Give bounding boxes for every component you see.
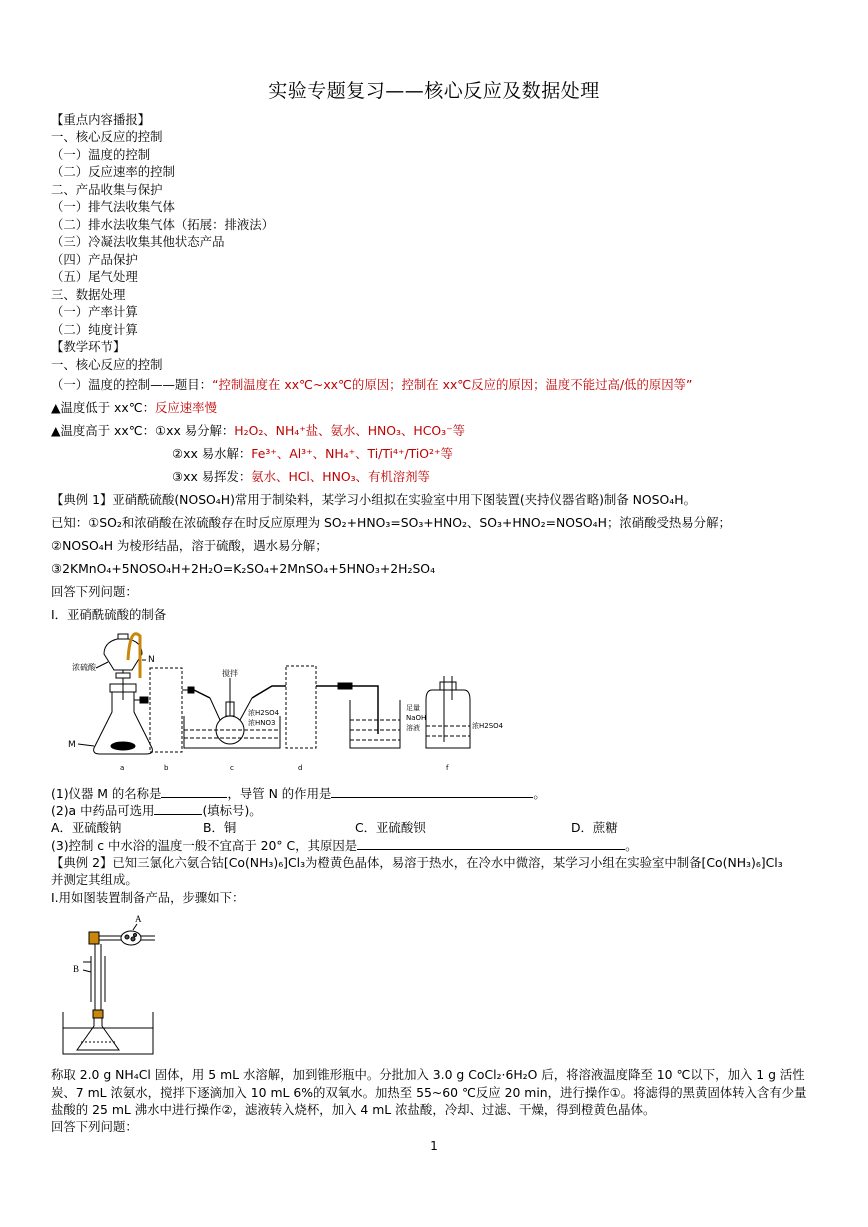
example2-para-1: 称取 2.0 g NH₄Cl 固体，用 5 mL 水溶解，加到锥形瓶中。分批加入 3.0 g CoCl₂·6H₂O 后，将溶液温度降至 10 ℃以下，加入 1 g 活性 [51, 1067, 805, 1082]
answer-blank-q3[interactable] [357, 837, 625, 850]
outline-item: 二、产品收集与保护 [51, 182, 163, 197]
fig2-label-a: A [135, 914, 142, 924]
option-b: B．铜 [203, 820, 237, 835]
label-m: M [68, 740, 76, 750]
example2-intro-2: 并测定其组成。 [51, 872, 138, 887]
label-c: c [230, 764, 234, 772]
example2-para-2: 炭、7 mL 浓氨水，搅拌下逐滴加入 10 mL 6%的双氧水。加热至 55~60 ℃反应 20 min，进行操作①。将滤得的黑黄固体转入含有少量 [51, 1085, 807, 1100]
temp-low-label: ▲温度低于 xx℃： [51, 400, 156, 415]
outline-item: 三、数据处理 [51, 287, 126, 302]
label-a: a [120, 764, 125, 772]
example1-known-2: ②NOSO₄H 为棱形结晶，溶于硫酸，遇水易分解； [51, 538, 328, 553]
outline-item: （二）纯度计算 [51, 322, 138, 337]
temp-low-line [51, 399, 217, 416]
label-b: b [164, 764, 169, 772]
label-f: f [446, 764, 449, 772]
example1-part1-heading: Ⅰ．亚硝酰硫酸的制备 [51, 607, 167, 622]
temp-control-line [51, 376, 692, 393]
question-2-options [51, 819, 791, 836]
hydrolysis-line [172, 445, 453, 462]
question-1 [51, 785, 546, 802]
temp-high-line [51, 422, 465, 439]
answer-blank-q2[interactable] [154, 802, 202, 815]
question-2-end: (填标号)。 [202, 803, 262, 818]
page-title: 实验专题复习——核心反应及数据处理 [268, 80, 600, 102]
example1-known-3: ③2KMnO₄+5NOSO₄H+2H₂O=K₂SO₄+2MnSO₄+5HNO₃+2H₂SO₄ [51, 561, 436, 576]
fig2-label-b: B [73, 964, 80, 974]
hydrolysis-answer: Fe³⁺、Al³⁺、NH₄⁺、Ti/Ti⁴⁺/TiO²⁺等 [251, 446, 453, 461]
option-d: D．蔗糖 [571, 820, 618, 835]
question-2 [51, 802, 262, 819]
temp-control-question: “控制温度在 xx℃~xx℃的原因；控制在 xx℃反应的原因；温度不能过高/低的原因等” [212, 377, 693, 392]
label-d: d [298, 764, 303, 772]
outline-item: 【重点内容播报】 [51, 112, 151, 127]
outline-item: （一）产率计算 [51, 304, 138, 319]
answer-blank-m[interactable] [161, 785, 227, 798]
example2-answer-prompt: 回答下列问题： [51, 1119, 138, 1134]
label-naoh-2: NaOH [406, 714, 427, 722]
temp-low-answer: 反应速率慢 [155, 400, 217, 415]
apparatus-diagram-2 [55, 912, 165, 1060]
option-c: C．亚硫酸钡 [355, 820, 426, 835]
question-1-text-a: (1)仪器 M 的名称是 [51, 786, 162, 801]
example1-intro: 【典例 1】亚硝酰硫酸(NOSO₄H)常用于制染料，某学习小组拟在实验室中用下图装置(夹持仪器省略)制备 NOSO₄H。 [51, 492, 696, 507]
example2-step: Ⅰ.用如图装置制备产品，步骤如下： [51, 890, 245, 905]
example1-known-1: 已知：①SO₂和浓硝酸在浓硫酸存在时反应原理为 SO₂+HNO₃=SO₃+HNO₂、SO₃+HNO₂=NOSO₄H；浓硝酸受热易分解； [51, 515, 731, 530]
temp-high-label: ▲温度高于 xx℃：①xx 易分解： [51, 423, 235, 438]
label-naoh-1: 足量 [406, 704, 420, 712]
label-h2so4-f: 浓H2SO4 [472, 722, 504, 730]
option-a: A．亚硫酸钠 [51, 820, 122, 835]
label-naoh-3: 溶液 [406, 724, 420, 732]
volatile-label: ③xx 易挥发： [172, 469, 252, 484]
outline-item: （一）温度的控制 [51, 147, 151, 162]
volatile-line [172, 468, 430, 485]
outline-item: （一）排气法收集气体 [51, 199, 175, 214]
outline-item: （二）反应速率的控制 [51, 164, 175, 179]
label-stir: 搅拌 [222, 669, 238, 678]
apparatus-diagram-1 [60, 630, 504, 780]
outline-item: （三）冷凝法收集其他状态产品 [51, 234, 225, 249]
outline-item: 一、核心反应的控制 [51, 357, 163, 372]
example2-para-3: 盐酸的 25 mL 沸水中进行操作②，滤液转入烧杯，加入 4 mL 浓盐酸，冷却、过滤、干燥，得到橙黄色晶体。 [51, 1102, 656, 1117]
question-3 [51, 837, 638, 854]
question-3-end: 。 [625, 838, 638, 853]
question-3-text: (3)控制 c 中水浴的温度一般不宜高于 20° C，其原因是 [51, 838, 358, 853]
label-hno3: 浓HNO3 [248, 719, 276, 727]
outline-item: 一、核心反应的控制 [51, 129, 163, 144]
outline-item: （五）尾气处理 [51, 269, 138, 284]
hydrolysis-label: ②xx 易水解： [172, 446, 252, 461]
outline-item: （二）排水法收集气体（拓展：排液法） [51, 217, 275, 232]
temp-high-answer: H₂O₂、NH₄⁺盐、氨水、HNO₃、HCO₃⁻等 [234, 423, 466, 438]
label-h2so4: 浓H2SO4 [248, 709, 280, 717]
example1-answer-prompt: 回答下列问题： [51, 584, 138, 599]
label-conc-acid: 浓硫酸 [72, 663, 96, 672]
example2-intro-1: 【典例 2】已知三氯化六氨合钴[Co(NH₃)₆]Cl₃为橙黄色晶体，易溶于热水，在冷水中微溶，某学习小组在实验室中制备[Co(NH₃)₆]Cl₃ [51, 855, 783, 870]
question-2-text: (2)a 中药品可选用 [51, 803, 155, 818]
answer-blank-n[interactable] [331, 785, 533, 798]
page-number: 1 [430, 1139, 438, 1153]
volatile-answer: 氨水、HCl、HNO₃、有机溶剂等 [251, 469, 430, 484]
question-1-end: 。 [533, 786, 546, 801]
question-1-text-b: ，导管 N 的作用是 [227, 786, 332, 801]
label-n: N [148, 655, 155, 665]
outline-item: 【教学环节】 [51, 339, 126, 354]
temp-control-label: （一）温度的控制——题目： [51, 377, 213, 392]
outline-item: （四）产品保护 [51, 252, 138, 267]
